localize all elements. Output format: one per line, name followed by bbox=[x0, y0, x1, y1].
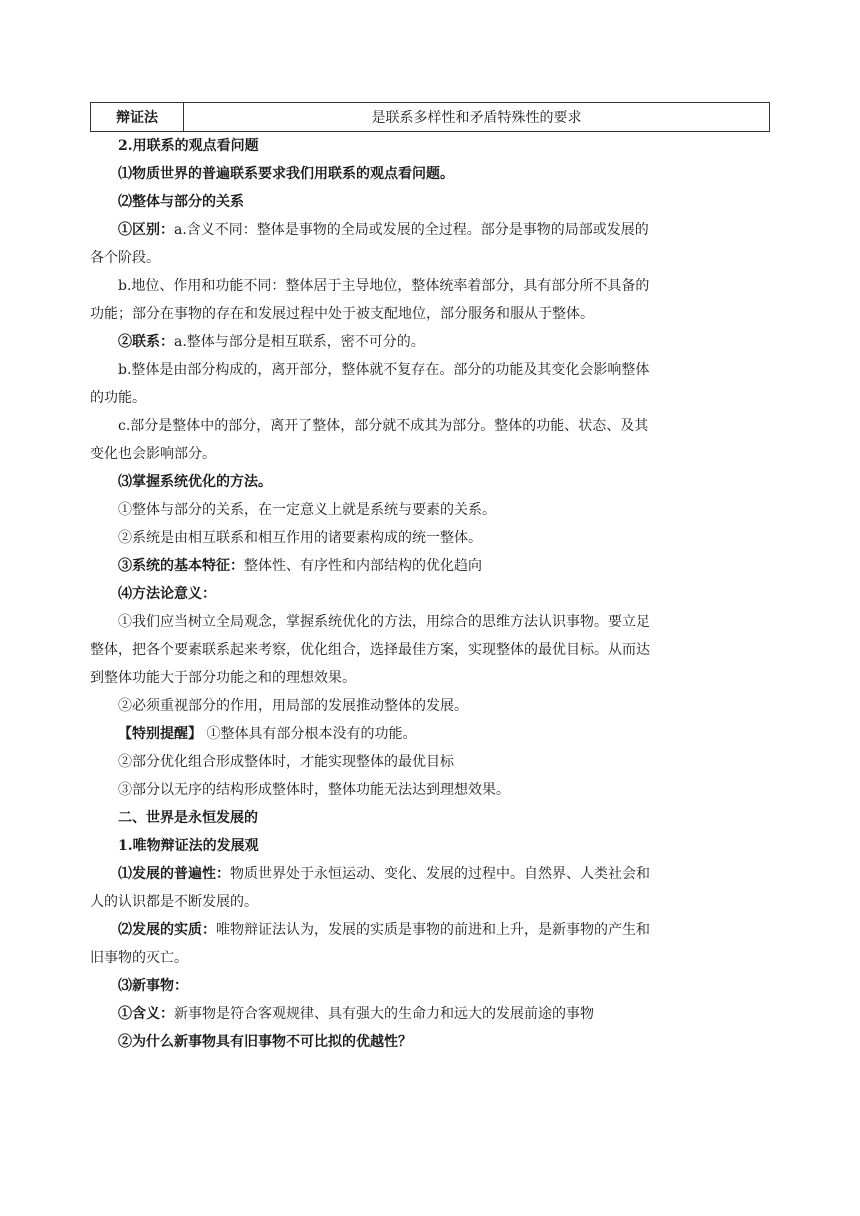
bold-label: 1.唯物辩证法的发展观 bbox=[118, 838, 259, 854]
document-body bbox=[90, 132, 770, 1056]
text-line-continuation bbox=[90, 440, 770, 468]
text-line bbox=[90, 804, 770, 832]
text-line bbox=[90, 972, 770, 1000]
text-line bbox=[90, 132, 770, 160]
bold-label: ⑷方法论意义： bbox=[118, 586, 216, 602]
line-text: a.整体与部分是相互联系，密不可分的。 bbox=[174, 334, 425, 350]
text-line-continuation bbox=[90, 944, 770, 972]
summary-table bbox=[90, 102, 770, 132]
line-text: 各个阶段。 bbox=[90, 250, 160, 266]
text-line bbox=[90, 496, 770, 524]
bold-label: ⑶掌握系统优化的方法。 bbox=[118, 474, 272, 490]
text-line bbox=[90, 188, 770, 216]
bold-label: ①含义： bbox=[118, 1006, 174, 1022]
text-line-continuation bbox=[90, 888, 770, 916]
line-text: 的功能。 bbox=[90, 390, 146, 406]
line-text: ③部分以无序的结构形成整体时，整体功能无法达到理想效果。 bbox=[118, 782, 510, 798]
text-line bbox=[90, 160, 770, 188]
line-text: 物质世界处于永恒运动、变化、发展的过程中。自然界、人类社会和 bbox=[230, 866, 650, 882]
line-text: ②部分优化组合形成整体时，才能实现整体的最优目标 bbox=[118, 754, 454, 770]
document-page bbox=[90, 102, 770, 1056]
bold-label: ⑵整体与部分的关系 bbox=[118, 194, 244, 210]
line-text: 整体，把各个要素联系起来考察，优化组合，选择最佳方案，实现整体的最优目标。从而达 bbox=[90, 642, 650, 658]
line-text: 新事物是符合客观规律、具有强大的生命力和远大的发展前途的事物 bbox=[174, 1006, 594, 1022]
text-line-continuation bbox=[90, 664, 770, 692]
bold-label: ⑴物质世界的普遍联系要求我们用联系的观点看问题。 bbox=[118, 166, 454, 182]
text-line bbox=[90, 1028, 770, 1056]
bold-label: ②联系： bbox=[118, 334, 174, 350]
line-text: c.部分是整体中的部分，离开了整体，部分就不成其为部分。整体的功能、状态、及其 bbox=[118, 418, 649, 434]
text-line bbox=[90, 916, 770, 944]
bold-label: ⑶新事物： bbox=[118, 978, 188, 994]
line-text: b.地位、作用和功能不同：整体居于主导地位，整体统率着部分，具有部分所不具备的 bbox=[118, 278, 650, 294]
bold-label: ③系统的基本特征： bbox=[118, 558, 244, 574]
line-text: ①我们应当树立全局观念，掌握系统优化的方法，用综合的思维方法认识事物。要立足 bbox=[118, 614, 650, 630]
bold-label: ⑴发展的普遍性： bbox=[118, 866, 230, 882]
line-text: 功能；部分在事物的存在和发展过程中处于被支配地位，部分服务和服从于整体。 bbox=[90, 306, 594, 322]
line-text: 唯物辩证法认为，发展的实质是事物的前进和上升，是新事物的产生和 bbox=[216, 922, 650, 938]
text-line bbox=[90, 776, 770, 804]
text-line bbox=[90, 832, 770, 860]
line-text: ①整体与部分的关系，在一定意义上就是系统与要素的关系。 bbox=[118, 502, 496, 518]
text-line bbox=[90, 860, 770, 888]
line-text: ②必须重视部分的作用，用局部的发展推动整体的发展。 bbox=[118, 698, 468, 714]
text-line bbox=[90, 552, 770, 580]
bold-label: 【特别提醒】 bbox=[118, 726, 202, 742]
text-line bbox=[90, 328, 770, 356]
bold-label: ①区别： bbox=[118, 222, 174, 238]
bold-label: ⑵发展的实质： bbox=[118, 922, 216, 938]
line-text: ①整体具有部分根本没有的功能。 bbox=[202, 726, 417, 742]
table-cell-content: 是联系多样性和矛盾特殊性的要求 bbox=[184, 103, 770, 132]
text-line-continuation bbox=[90, 384, 770, 412]
text-line bbox=[90, 356, 770, 384]
text-line bbox=[90, 1000, 770, 1028]
line-text: a.含义不同：整体是事物的全局或发展的全过程。部分是事物的局部或发展的 bbox=[174, 222, 649, 238]
text-line bbox=[90, 692, 770, 720]
text-line bbox=[90, 580, 770, 608]
text-line-continuation bbox=[90, 244, 770, 272]
line-text: 到整体功能大于部分功能之和的理想效果。 bbox=[90, 670, 356, 686]
text-line bbox=[90, 468, 770, 496]
text-line bbox=[90, 272, 770, 300]
text-line-continuation bbox=[90, 636, 770, 664]
bold-label: ②为什么新事物具有旧事物不可比拟的优越性？ bbox=[118, 1034, 412, 1050]
line-text: 人的认识都是不断发展的。 bbox=[90, 894, 258, 910]
text-line bbox=[90, 608, 770, 636]
text-line bbox=[90, 216, 770, 244]
bold-label: 2.用联系的观点看问题 bbox=[118, 138, 259, 154]
line-text: ②系统是由相互联系和相互作用的诸要素构成的统一整体。 bbox=[118, 530, 482, 546]
text-line bbox=[90, 748, 770, 776]
line-text: 变化也会影响部分。 bbox=[90, 446, 216, 462]
text-line-continuation bbox=[90, 300, 770, 328]
text-line bbox=[90, 412, 770, 440]
text-line bbox=[90, 524, 770, 552]
line-text: 整体性、有序性和内部结构的优化趋向 bbox=[244, 558, 482, 574]
table-cell-label: 辩证法 bbox=[91, 103, 184, 132]
table-row bbox=[91, 103, 770, 132]
bold-label: 二、世界是永恒发展的 bbox=[118, 810, 258, 826]
line-text: 旧事物的灭亡。 bbox=[90, 950, 188, 966]
text-line bbox=[90, 720, 770, 748]
line-text: b.整体是由部分构成的，离开部分，整体就不复存在。部分的功能及其变化会影响整体 bbox=[118, 362, 650, 378]
